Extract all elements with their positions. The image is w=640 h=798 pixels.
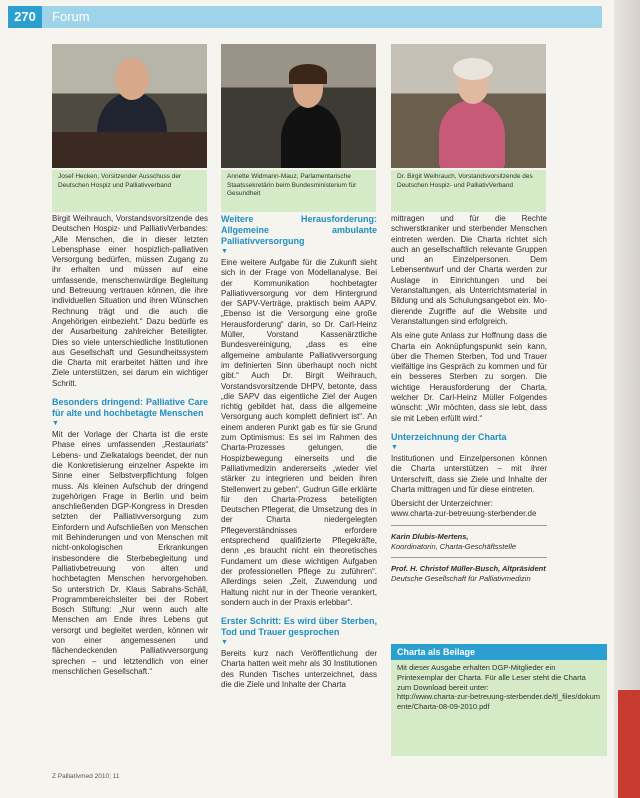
info-box-url[interactable]: http://www.charta-zur-betreuung-sterbender.de/tl_files/dokumente/Charta-08-09-2010.pdf: [397, 692, 601, 712]
info-box-body: [391, 660, 607, 715]
column-2: [221, 214, 377, 694]
col3-body-b: Als eine gute Anlass zur Hoffnung dass die Charta ein Anknüpfungspunkt sein kann, über die Themen Sterben, Tod und Trauer vielfältige ins Gespräch zu kommen und für ein besseres Sterben zu sorgen. Die wichtige Herausforderung der Charta, welcher Dr. Carl-Heinz Müller Folgendes wünscht: „Wir möchten, dass sie lebt, dass sie mit Leben erfüllt wird.“: [391, 331, 547, 423]
info-box: [391, 644, 607, 756]
page-spine: [614, 0, 640, 798]
edge-marker: [618, 690, 640, 798]
photo-caption-2: Annette Widmann-Mauz, Parlamentarische Staatssekretärin beim Bundesministerium für Gesundheit: [221, 170, 376, 212]
col2-body: Eine weitere Aufgabe für die Zukunft sieht sich in der Frage von Modellanalyse. Bei der Kommunikation hochbetagter Palliativversorgung vor dem Hintergrund der SAPV-Verträge, praktisch beim AAPV. „Ebenso ist die Versorgung eine große Herausforderung“ darin, so Dr. Carl-Heinz Müller, Vorstand Kassenärztliche Bundesvereinigung, „dass es eine allgemeine ambulante Palliativversorgung im definierten Sinn überhaupt noch nicht gibt.“ Auch Dr. Birgit Weihrauch, Vorstandsvorsitzende DHPV, betonte, dass „die SAPV das eigentliche Ziel der Augen richtig gebildet hat, dass die allgemeine Versorgung auch komplett definiert ist“. An einem anderen Punkt gab es für sie Grund zum Optimismus: Es sei im Rahmen des Charta-Prozesses gelungen, die Hospizbewegung einerseits und die Palliativmedizin andererseits „wieder viel stärker zu integrieren und beiden ihren Stellenwert zu geben“. Gudrun Gille erklärte für den Charta-Prozess beteiligten Deutschen Pflegerat, die Umsetzung des in der Charta niedergelegten Pflegeverständnisses erfordere entsprechend qualifizierte Pflegekräfte, denn „es braucht nicht ein theoretisches Fundament um diese wichtigen Aufgaben der professionellen Pflege zu zuführen“. Allerdings seien „Zeit, Zuwendung und Haltung nicht nur in der Theorie verankert, sondern auch in der Praxis erlebbar“.: [221, 258, 377, 607]
author-2: [391, 564, 547, 584]
page-header: [0, 0, 640, 36]
author-1-role: Koordinatorin, Charta-Geschäftsstelle: [391, 541, 517, 551]
photo-speaker-1: [52, 44, 207, 168]
divider: [391, 525, 547, 526]
photo-speaker-2: [221, 44, 376, 168]
arrow-down-icon: ▼: [221, 639, 228, 647]
page-number: 270: [8, 6, 42, 28]
divider: [391, 557, 547, 558]
col2-heading: Weitere Herausforderung: Allgemeine ambulante Palliativversorgung: [221, 214, 377, 246]
photo-caption-3: Dr. Birgit Weihrauch, Vorstandsvorsitzende des Deutschen Hospiz- und PalliativVerband: [391, 170, 546, 212]
arrow-down-icon: ▼: [52, 420, 59, 428]
photo-speaker-3: [391, 44, 546, 168]
col1-body: Mit der Vorlage der Charta ist die erste Phase eines umfassenden „Restauriats“ Lebens- und Zielkatalogs beendet, der nun die Konkretisierung einzelner Aspekte im Sinne einer Selbstverpflichtung folgen muss. Als kleinen Aufschub der dringend zugehörigen Frage in Berlin und beim anschließenden DGP-Kongress in Dresden setzten der Palliativversorgung zum Einfordern und Aufschließen von Menschen mit Behinderungen und von Menschen mit nicht-onkologischen Erkrankungen insbesondere die Sterbebegleitung und Palliativbetreuung von alten und hochbetagten Menschen hervorgehoben. So unterstrich Dr. Klaus Sabrahs-Schäll, Programmbereichsleiter bei der Robert Bosch Stiftung: „Nur wenn auch alte Menschen am Ende ihres Lebens gut versorgt und begleitet werden, können wir von einer angemessenen und flächendeckenden Palliativversorgung sprechen – und letztendlich von einer menschlichen Gesellschaft.“: [52, 430, 208, 676]
info-box-text: Mit dieser Ausgabe erhalten DGP-Mitglieder ein Printexemplar der Charta. Für alle Leser steht die Charta zum Download bereit unter:: [397, 663, 586, 692]
section-title: Forum: [42, 6, 602, 28]
col1-heading: Besonders dringend: Palliative Care für alte und hochbetagte Menschen: [52, 397, 208, 419]
col1-intro: Birgit Weihrauch, Vorstandsvorsitzende des Deutschen Hospiz- und PalliativVerbandes: „Alle Menschen, die in dieser letzten Lebensphase einer hospizlich-palliativen Versorgung bedürfen, müssen Zugang zu ihr erhalten und müssen auf eine umfassende, menschenwürdige Begleitung und Betreuung vertrauen können, die ihre individuellen Situation und ihren Wünschen Rechnung trägt und die auch die Angehörigen einbezieht.“ Dazu bedürfe es der Ausarbeitung zahlreicher Beteiligter. Dies so viele unterschiedliche Institutionen aus Gesellschaft und Gesundheitssystem die Charta mit erarbeitet hätten und ihre Ziele unterstützen, sei darum ein wichtiger Schritt.: [52, 214, 208, 388]
signers-link[interactable]: www.charta-zur-betreuung-sterbender.de: [391, 509, 537, 519]
photo-caption-1: Josef Hecken, Vorsitzender Ausschuss der Deutschen Hospiz und Palliativverband: [52, 170, 207, 212]
col3-body: mittragen und für die Rechte schwerstkranker und sterbender Menschen eintreten werden. Die Charta richtet sich auch an gesellschaftlich relevante Gruppen und an Einzelpersonen. Dem Lebensentwurf und der Charta werden zur Auslage in Einrichtungen und bei Veranstaltungen, als Unterrichtsmaterial in Bildung und als Schulungsangebot ein. Mo-dierende Zugriffe auf die Website und Veranstaltungen sind erfolgreich.: [391, 214, 547, 326]
col3-body-2: Institutionen und Einzelpersonen können die Charta unterstützen – mit ihrer Unterschrift, dass sie Ziele und Inhalte der Charta mittragen und für diese eintreten.: [391, 453, 547, 494]
author-1-name: Karin Dlubis-Mertens,: [391, 531, 469, 541]
signers-label: Übersicht der Unterzeichner:: [391, 499, 493, 509]
author-1: [391, 532, 547, 552]
column-3: [391, 214, 547, 584]
arrow-down-icon: ▼: [221, 248, 228, 255]
arrow-down-icon: ▼: [391, 443, 398, 451]
page-footer: Z Palliativmed 2010; 11: [52, 773, 120, 780]
col2-heading-2: Erster Schritt: Es wird über Sterben, Tod und Trauer gesprochen: [221, 616, 377, 638]
author-2-role: Deutsche Gesellschaft für Palliativmedizin: [391, 573, 531, 583]
column-1: [52, 214, 208, 681]
author-2-name: Prof. H. Christof Müller-Busch, Altpräsident: [391, 563, 546, 573]
col3-heading: Unterzeichnung der Charta: [391, 431, 507, 442]
col2-body-2: Bereits kurz nach Veröffentlichung der Charta hatten weit mehr als 30 Institutionen des Runden Tisches unterzeichnet, dass die die Ziele und Inhalte der Charta: [221, 649, 377, 689]
info-box-title: Charta als Beilage: [391, 644, 607, 660]
